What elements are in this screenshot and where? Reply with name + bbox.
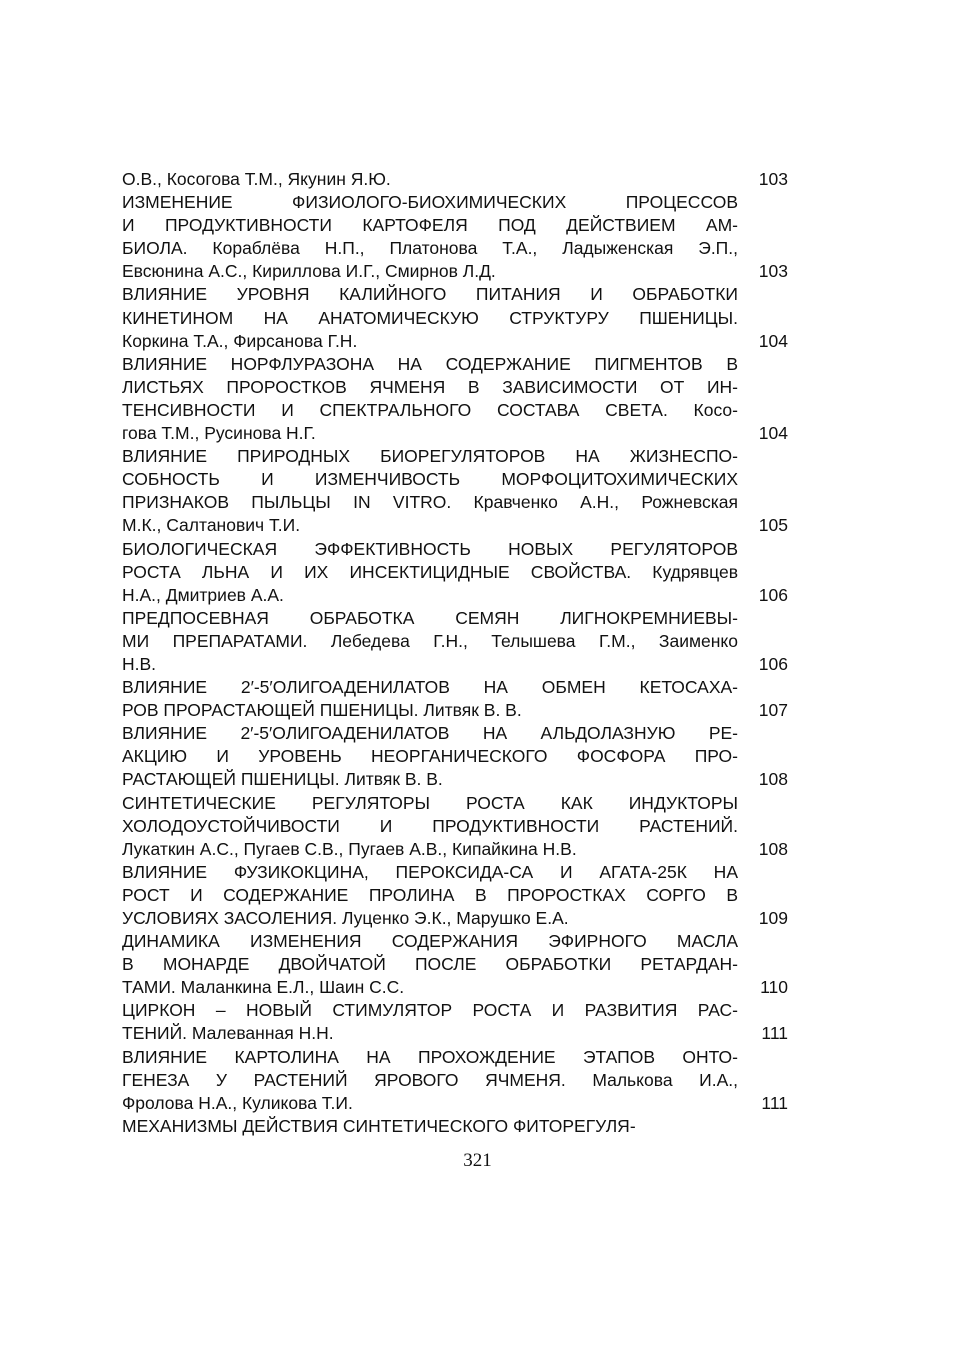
toc-page-number: 109: [758, 908, 788, 928]
toc-entry-text: РАСТАЮЩЕЙ ПШЕНИЦЫ. Литвяк В. В.: [122, 769, 443, 790]
toc-line: [122, 514, 790, 537]
toc-entry-text: М.К., Салтанович Т.И.: [122, 515, 301, 536]
toc-entry-text: ГЕНЕЗА У РАСТЕНИЙ ЯРОВОГО ЯЧМЕНЯ. Малькова И.А.,: [122, 1069, 738, 1090]
toc-line: [122, 376, 790, 399]
toc-line: [122, 815, 790, 838]
toc-page-number: 105: [758, 515, 788, 536]
toc-entry-text: ТЕНСИВНОСТИ И СПЕКТРАЛЬНОГО СОСТАВА СВЕТА. Косо-: [122, 399, 738, 420]
toc-entry-title: ВЛИЯНИЕ НОРФЛУРАЗОНА НА СОДЕРЖАНИЕ ПИГМЕНТОВ В: [122, 353, 738, 374]
toc-line: [122, 792, 790, 815]
toc-line: [122, 491, 790, 514]
toc-line: [122, 1046, 790, 1069]
toc-entry-title: СИНТЕТИЧЕСКИЕ РЕГУЛЯТОРЫ РОСТА КАК ИНДУКТОРЫ: [122, 792, 738, 813]
toc-line: [122, 561, 790, 584]
toc-entry-text: Лукаткин А.С., Пугаев С.В., Пугаев А.В., Кипайкина Н.В.: [122, 838, 577, 859]
toc-entry-text: РОСТ И СОДЕРЖАНИЕ ПРОЛИНА В ПРОРОСТКАХ СОРГО В: [122, 884, 738, 905]
toc-line: [122, 468, 790, 491]
toc-entry-title: ВЛИЯНИЕ ФУЗИКОКЦИНА, ПЕРОКСИДА-СА И АГАТА-25К НА: [122, 861, 738, 882]
toc-entry-text: АКЦИЮ И УРОВЕНЬ НЕОРГАНИЧЕСКОГО ФОСФОРА ПРО-: [122, 746, 738, 767]
toc-line: [122, 930, 790, 953]
toc-line: [122, 237, 790, 260]
toc-page-number: 110: [760, 977, 788, 998]
toc-line: [122, 976, 790, 999]
table-of-contents: [122, 168, 790, 1138]
toc-entry-title: ЦИРКОН – НОВЫЙ СТИМУЛЯТОР РОСТА И РАЗВИТИЯ РАС-: [122, 1000, 738, 1021]
toc-entry-title: О.В., Косогова Т.М., Якунин Я.Ю.: [122, 169, 391, 189]
toc-entry-text: ХОЛОДОУСТОЙЧИВОСТИ И ПРОДУКТИВНОСТИ РАСТЕНИЙ.: [122, 815, 738, 836]
toc-entry-text: Фролова Н.А., Куликова Т.И.: [122, 1092, 353, 1113]
toc-entry-text: ТЕНИЙ. Малеванная Н.Н.: [122, 1023, 334, 1044]
toc-entry-text: Н.В.: [122, 653, 157, 674]
toc-line: [122, 214, 790, 237]
toc-line: [122, 584, 790, 607]
toc-line: [122, 307, 790, 330]
toc-line: [122, 283, 790, 306]
toc-page-number: 106: [758, 584, 788, 605]
toc-line: [122, 353, 790, 376]
toc-line: [122, 330, 790, 353]
toc-line: [122, 676, 790, 699]
toc-entry-text: СОБНОСТЬ И ИЗМЕНЧИВОСТЬ МОРФОЦИТОХИМИЧЕСКИХ: [122, 469, 738, 490]
toc-entry-text: ТАМИ. Маланкина Е.Л., Шаин С.С.: [122, 977, 405, 998]
toc-entry-text: гова Т.М., Русинова Н.Г.: [122, 423, 316, 444]
toc-entry-title: ВЛИЯНИЕ УРОВНЯ КАЛИЙНОГО ПИТАНИЯ И ОБРАБОТКИ: [122, 284, 738, 305]
toc-line: [122, 1115, 790, 1138]
toc-entry-title: ДИНАМИКА ИЗМЕНЕНИЯ СОДЕРЖАНИЯ ЭФИРНОГО МАСЛА: [122, 931, 738, 952]
toc-entry-text: Н.А., Дмитриев А.А.: [122, 584, 284, 605]
toc-line: [122, 399, 790, 422]
toc-line: [122, 653, 790, 676]
toc-page-number: 106: [758, 653, 788, 674]
toc-line: [122, 630, 790, 653]
toc-line: [122, 445, 790, 468]
toc-entry-text: В МОНАРДЕ ДВОЙЧАТОЙ ПОСЛЕ ОБРАБОТКИ РЕТАРДАН-: [122, 954, 738, 975]
toc-line: [122, 1069, 790, 1092]
toc-line: [122, 538, 790, 561]
toc-entry-text: Евсюнина А.С., Кириллова И.Г., Смирнов Л.Д.: [122, 261, 496, 282]
toc-entry-title: ВЛИЯНИЕ ПРИРОДНЫХ БИОРЕГУЛЯТОРОВ НА ЖИЗНЕСПО-: [122, 446, 738, 467]
toc-line: [122, 1022, 790, 1045]
page-number: 321: [463, 1150, 492, 1171]
toc-line: [122, 422, 790, 445]
toc-line: [122, 699, 790, 722]
toc-entry-title: ПРЕДПОСЕВНАЯ ОБРАБОТКА СЕМЯН ЛИГНОКРЕМНИЕВЫ-: [122, 607, 738, 628]
toc-line: [122, 1092, 790, 1115]
toc-page-number: 108: [758, 769, 788, 790]
toc-line: [122, 838, 790, 861]
toc-line: [122, 191, 790, 214]
toc-entry-title: ВЛИЯНИЕ КАРТОЛИНА НА ПРОХОЖДЕНИЕ ЭТАПОВ ОНТО-: [122, 1046, 738, 1067]
toc-line: [122, 168, 790, 191]
toc-line: [122, 907, 790, 930]
toc-entry-text: РОВ ПРОРАСТАЮЩЕЙ ПШЕНИЦЫ. Литвяк В. В.: [122, 700, 522, 721]
toc-line: [122, 722, 790, 745]
toc-line: [122, 999, 790, 1022]
toc-entry-text: РОСТА ЛЬНА И ИХ ИНСЕКТИЦИДНЫЕ СВОЙСТВА. Кудрявцев: [122, 561, 738, 582]
toc-entry-text: Коркина Т.А., Фирсанова Г.Н.: [122, 330, 358, 351]
toc-entry-text: УСЛОВИЯХ ЗАСОЛЕНИЯ. Луценко Э.К., Марушко Е.А.: [122, 908, 569, 928]
toc-entry-text: И ПРОДУКТИВНОСТИ КАРТОФЕЛЯ ПОД ДЕЙСТВИЕМ АМ-: [122, 215, 738, 236]
toc-page-number: 108: [758, 838, 788, 859]
toc-page-number: 104: [758, 423, 788, 444]
toc-line: [122, 260, 790, 283]
toc-entry-text: КИНЕТИНОМ НА АНАТОМИЧЕСКУЮ СТРУКТУРУ ПШЕНИЦЫ.: [122, 307, 738, 328]
toc-page-number: 107: [758, 700, 788, 721]
toc-entry-text: ПРИЗНАКОВ ПЫЛЬЦЫ IN VITRO. Кравченко А.Н., Рожневская: [122, 492, 738, 513]
toc-entry-text: ЛИСТЬЯХ ПРОРОСТКОВ ЯЧМЕНЯ В ЗАВИСИМОСТИ ОТ ИН-: [122, 376, 738, 397]
toc-page-number: 103: [758, 261, 788, 282]
toc-entry-title: ВЛИЯНИЕ 2′-5′ОЛИГОАДЕНИЛАТОВ НА ОБМЕН КЕТОСАХА-: [122, 677, 738, 698]
toc-entry-text: МИ ПРЕПАРАТАМИ. Лебедева Г.Н., Телышева Г.М., Заименко: [122, 630, 738, 651]
toc-line: [122, 745, 790, 768]
toc-line: [122, 607, 790, 630]
toc-entry-title: ИЗМЕНЕНИЕ ФИЗИОЛОГО-БИОХИМИЧЕСКИХ ПРОЦЕССОВ: [122, 192, 738, 213]
toc-line: [122, 861, 790, 884]
toc-entry-title: ВЛИЯНИЕ 2′-5′ОЛИГОАДЕНИЛАТОВ НА АЛЬДОЛАЗНУЮ РЕ-: [122, 723, 738, 744]
toc-line: [122, 884, 790, 907]
toc-page-number: 103: [758, 169, 788, 189]
toc-entry-title: МЕХАНИЗМЫ ДЕЙСТВИЯ СИНТЕТИЧЕСКОГО ФИТОРЕГУЛЯ-: [122, 1115, 636, 1136]
toc-line: [122, 768, 790, 791]
toc-page-number: 104: [758, 330, 788, 351]
toc-entry-title: БИОЛОГИЧЕСКАЯ ЭФФЕКТИВНОСТЬ НОВЫХ РЕГУЛЯТОРОВ: [122, 538, 738, 559]
toc-entry-text: БИОЛА. Кораблёва Н.П., Платонова Т.А., Ладыженская Э.П.,: [122, 238, 738, 259]
toc-line: [122, 953, 790, 976]
toc-page-number: 111: [761, 1023, 788, 1044]
toc-page-number: 111: [761, 1092, 788, 1113]
